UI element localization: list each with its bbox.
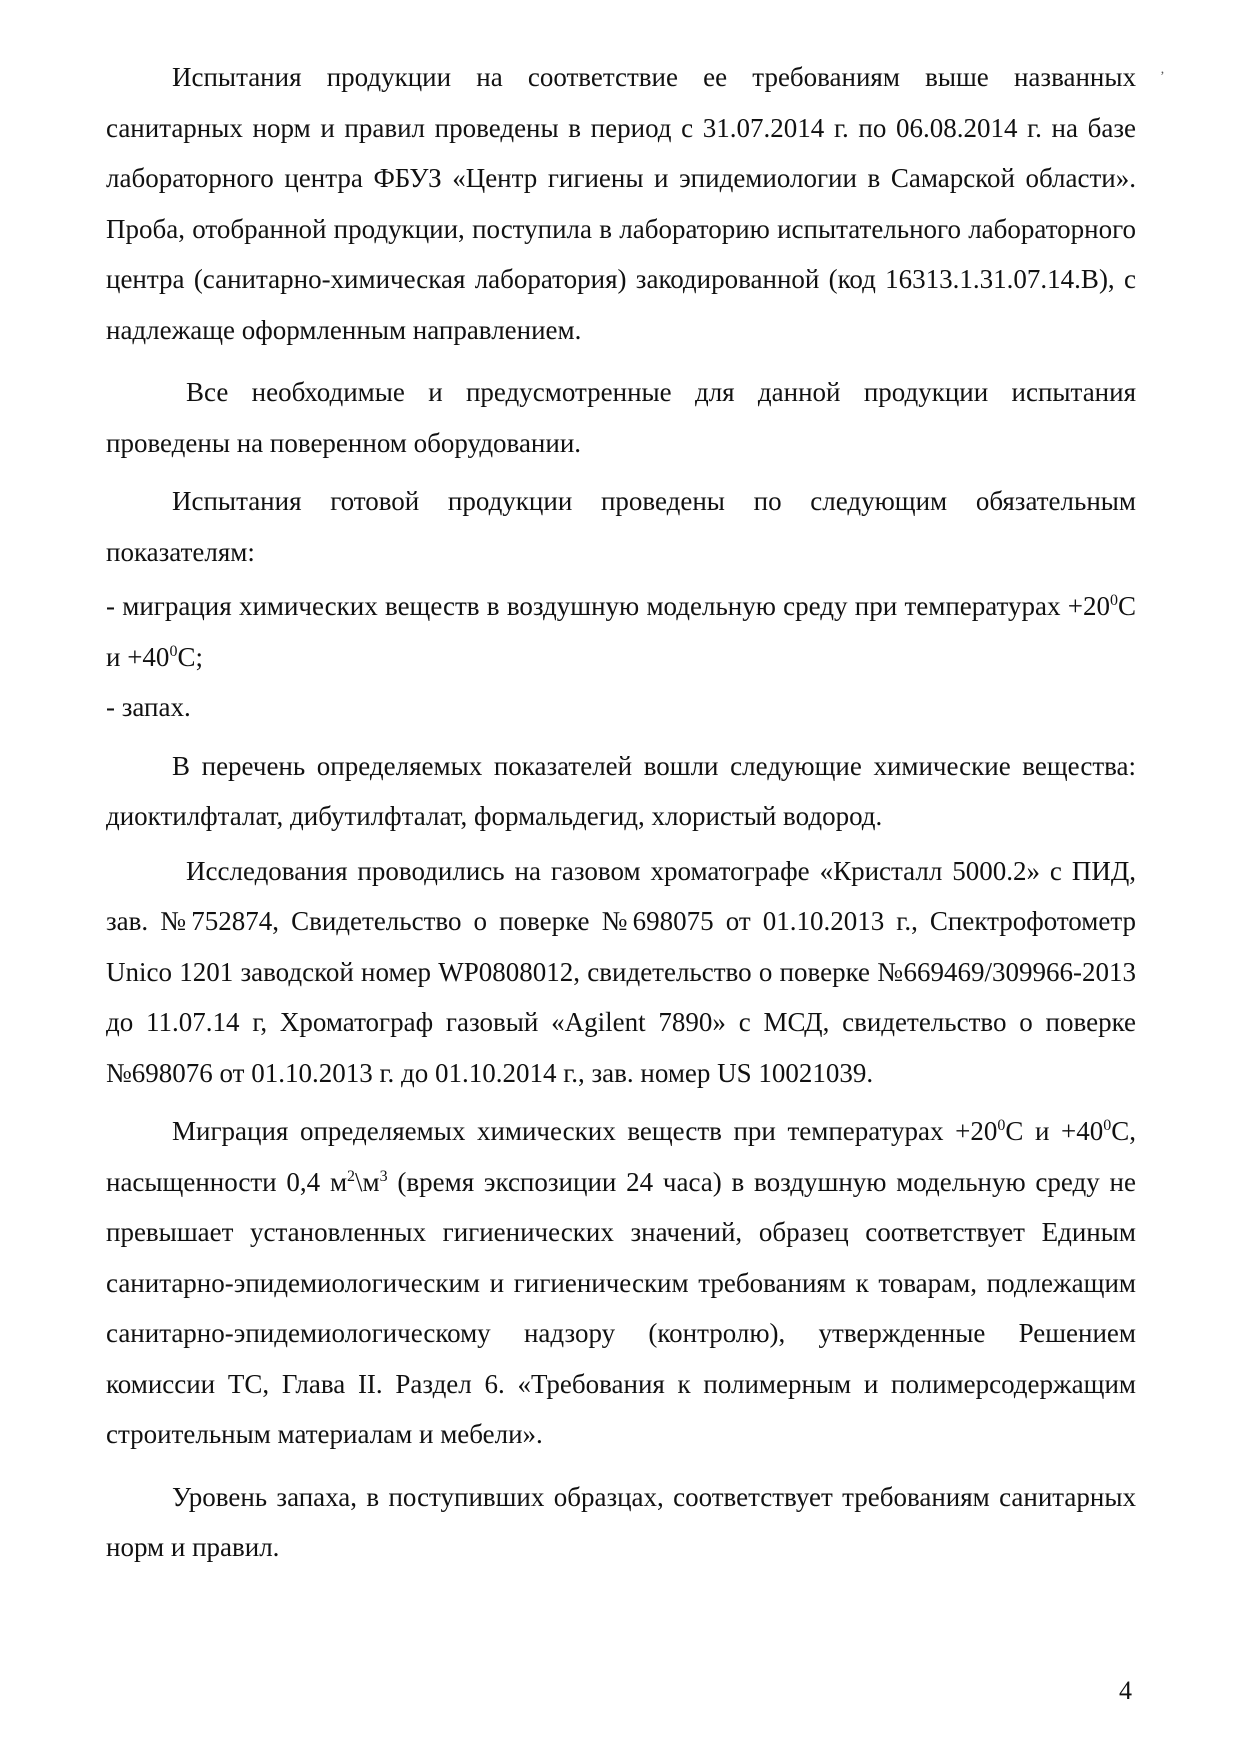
page-number: 4 bbox=[1119, 1676, 1132, 1705]
paragraph-odor-result: Уровень запаха, в поступивших образцах, соответствует требованиям санитарных норм и правил. bbox=[106, 1481, 1136, 1562]
list-item-migration-text: - миграция химических веществ в воздушную модельную среду при температурах +20 bbox=[106, 591, 1110, 621]
cube-superscript: 3 bbox=[379, 1167, 388, 1185]
list-item-migration-end: С; bbox=[177, 641, 203, 672]
paragraph-test-indicators: Испытания готовой продукции проведены по следующим обязательным показателям: bbox=[106, 486, 1136, 567]
document-body bbox=[106, 52, 1136, 1573]
paragraph-test-period: Испытания продукции на соответствие ее требованиям выше названных санитарных норм и правил проведены в период с 31.07.2014 г. по 06.08.2014 г. на базе лабораторного центра ФБУЗ «Центр гигиены и эпидемиологии в Самарской области». Проба, отобранной продукции, поступила в лабораторию испытательного лабораторного центра (санитарно-химическая лаборатория) закодированной (код 16313.1.31.07.14.В), с надлежаще оформленным направлением. bbox=[106, 62, 1136, 345]
square-superscript: 2 bbox=[347, 1167, 356, 1185]
migration-result-part3: С, насыщенности 0,4 м bbox=[106, 1116, 1137, 1197]
paragraph-chemicals-list: В перечень определяемых показателей вошли следующие химические вещества: диоктилфталат, дибутилфталат, формальдегид, хлористый водород. bbox=[106, 750, 1136, 831]
list-item-migration bbox=[106, 581, 1136, 682]
migration-result-part4: \м bbox=[355, 1166, 380, 1197]
edge-mark: ‚ bbox=[1160, 62, 1165, 77]
migration-result-part5: (время экспозиции 24 часа) в воздушную модельную среду не превышает установленных гигиенических значений, образец соответствует Единым санитарно-эпидемиологическим и гигиеническим требованиям к товарам, подлежащим санитарно-эпидемиологическому надзору (контролю), утвержденные Решением комиссии ТС, Глава II. Раздел 6. «Требования к полимерным и полимерсодержащим строительным материалам и мебели». bbox=[106, 1166, 1136, 1449]
migration-result-part1: Миграция определяемых химических веществ при температурах +20 bbox=[172, 1116, 998, 1146]
paragraph-migration-result bbox=[106, 1106, 1136, 1460]
degree-superscript: 0 bbox=[169, 642, 178, 660]
degree-superscript: 0 bbox=[997, 1117, 1006, 1134]
degree-superscript: 0 bbox=[1103, 1117, 1112, 1134]
paragraph-equipment-verified: Все необходимые и предусмотренные для данной продукции испытания проведены на поверенном оборудовании. bbox=[106, 377, 1136, 458]
degree-superscript: 0 bbox=[1109, 592, 1118, 609]
paragraph-research-instruments: Исследования проводились на газовом хроматографе «Кристалл 5000.2» с ПИД, зав. №752874, Свидетельство о поверке №698075 от 01.10.2013 г., Спектрофотометр Unico 1201 заводской номер WP0808012, свидетельство о поверке №669469/309966-2013 до 11.07.14 г, Хроматограф газовый «Agilent 7890» с МСД, свидетельство о поверке №698076 от 01.10.2013 г. до 01.10.2014 г., зав. номер US 10021039. bbox=[106, 855, 1136, 1088]
list-item-migration-mid: С и +40 bbox=[106, 591, 1136, 672]
migration-result-part2: С и +40 bbox=[1005, 1116, 1104, 1146]
list-item-odor: - запах. bbox=[106, 692, 191, 722]
